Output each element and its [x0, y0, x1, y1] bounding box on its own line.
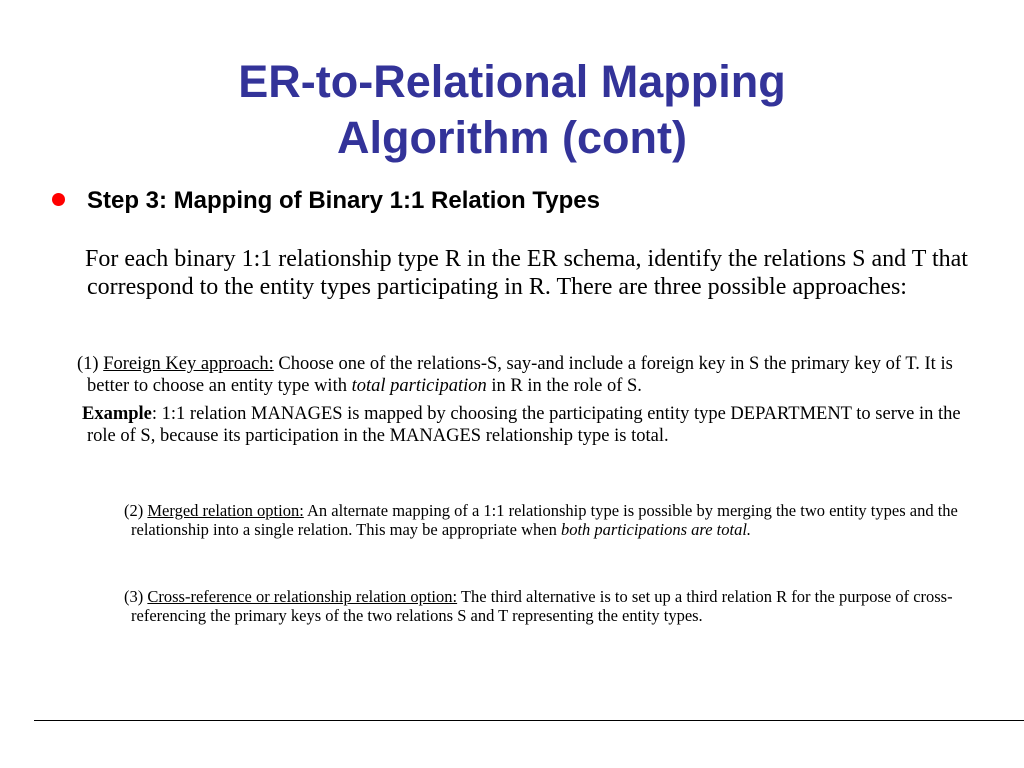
option-1-number: (1): [77, 354, 104, 374]
intro-paragraph: For each binary 1:1 relationship type R in the ER schema, identify the relations S and T that correspond to the entity types participating in R. There are three possible approaches:: [85, 246, 968, 300]
option-2-emphasis: both participations are total.: [560, 520, 752, 539]
option-1-name: Foreign Key approach:: [103, 354, 274, 374]
option-2-name: Merged relation option:: [147, 501, 304, 520]
option-2-number: (2): [124, 501, 148, 520]
option-3-text-a: The third alternative is to set up a third relation R for the purpose of cross-referencing the primary keys of the two relations S and T representing the entity types.: [131, 587, 953, 625]
option-1-emphasis: total participation: [351, 376, 487, 396]
option-2-paragraph: [124, 501, 1001, 539]
option-3-name: Cross-reference or relationship relation option:: [147, 587, 458, 606]
option-1-text-a: Choose one of the relations-S, say-and include a foreign key in S the primary key of T. It is better to choose an entity type with: [87, 354, 953, 396]
slide-title: [112, 54, 912, 166]
footer-divider: [34, 720, 1024, 721]
slide-title-line-1: ER-to-Relational Mapping: [238, 56, 786, 107]
step-3-bullet: [50, 186, 990, 216]
example-text: : 1:1 relation MANAGES is mapped by choosing the participating entity type DEPARTMENT to serve in the role of S, because its participation in the MANAGES relationship type is total.: [87, 404, 961, 446]
step-3-heading: Step 3: Mapping of Binary 1:1 Relation Types: [87, 187, 600, 214]
option-3-paragraph: [124, 587, 1001, 625]
option-3-number: (3): [124, 587, 148, 606]
bullet-dot-icon: [52, 193, 65, 206]
slide-title-line-2: Algorithm (cont): [337, 112, 687, 163]
example-paragraph: [82, 403, 992, 447]
option-1-text-b: in R in the role of S.: [486, 376, 642, 396]
option-2-text-a: An alternate mapping of a 1:1 relationship type is possible by merging the two entity types and the relationship into a single relation. This may be appropriate when: [131, 501, 958, 539]
option-1-paragraph: [77, 353, 992, 397]
example-label: Example: [82, 404, 152, 424]
